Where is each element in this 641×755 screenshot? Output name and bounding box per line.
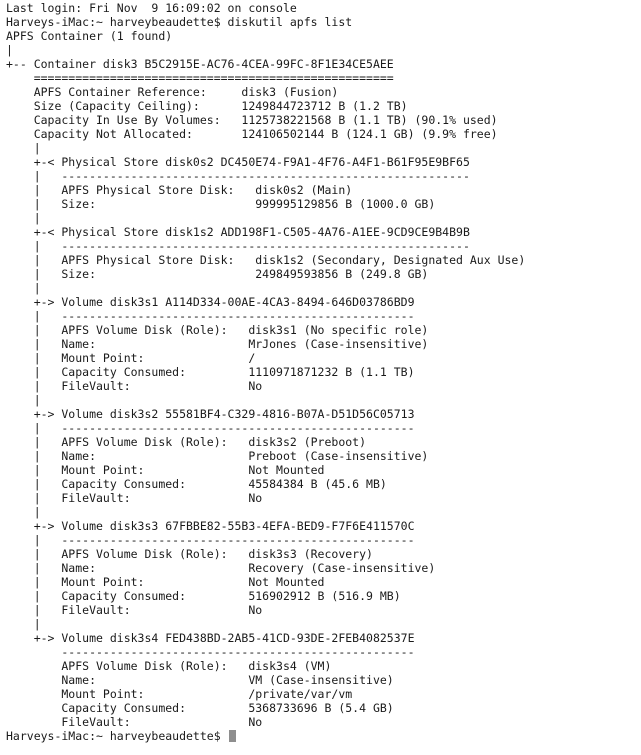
terminal-line: FileVault: No — [6, 715, 263, 729]
terminal-line: | — [6, 43, 13, 57]
terminal-line: +-> Volume disk3s1 A114D334-00AE-4CA3-8494-646D03786BD9 — [6, 295, 415, 309]
terminal-line: | Capacity Consumed: 1110971871232 B (1.1 TB) — [6, 365, 415, 379]
terminal-line: +-> Volume disk3s4 FED438BD-2AB5-41CD-93DE-2FEB4082537E — [6, 631, 415, 645]
terminal-line: +-< Physical Store disk1s2 ADD198F1-C505-4A76-A1EE-9CD9CE9B4B9B — [6, 225, 470, 239]
terminal-line: +-< Physical Store disk0s2 DC450E74-F9A1-4F76-A4F1-B61F95E9BF65 — [6, 155, 470, 169]
terminal-line: | Capacity Consumed: 45584384 B (45.6 MB) — [6, 477, 387, 491]
terminal-line: | APFS Volume Disk (Role): disk3s2 (Preboot) — [6, 435, 367, 449]
terminal-line: | Mount Point: / — [6, 351, 256, 365]
terminal-line: | Name: MrJones (Case-insensitive) — [6, 337, 429, 351]
text-cursor — [229, 730, 236, 742]
terminal-line: | — [6, 617, 41, 631]
terminal-line: | FileVault: No — [6, 379, 263, 393]
terminal-line: | — [6, 211, 41, 225]
terminal-line: | Capacity Consumed: 516902912 B (516.9 MB) — [6, 589, 401, 603]
terminal-line: APFS Container (1 found) — [6, 29, 173, 43]
terminal-line: Mount Point: /private/var/vm — [6, 687, 353, 701]
terminal-line: | APFS Volume Disk (Role): disk3s3 (Recovery) — [6, 547, 373, 561]
terminal-line: | ----------------------------------------------------------- — [6, 169, 470, 183]
terminal-line: | — [6, 281, 41, 295]
terminal-line: | Size: 249849593856 B (249.8 GB) — [6, 267, 429, 281]
terminal-line: +-> Volume disk3s2 55581BF4-C329-4816-B07A-D51D56C05713 — [6, 407, 415, 421]
terminal-line: | Name: Recovery (Case-insensitive) — [6, 561, 436, 575]
terminal-line: | — [6, 393, 41, 407]
terminal-line: | APFS Physical Store Disk: disk1s2 (Secondary, Designated Aux Use) — [6, 253, 526, 267]
terminal-line: Name: VM (Case-insensitive) — [6, 673, 394, 687]
terminal-line: | — [6, 505, 41, 519]
terminal-line: | FileVault: No — [6, 603, 263, 617]
terminal-line: --------------------------------------------------- — [6, 645, 415, 659]
terminal-line: APFS Container Reference: disk3 (Fusion) — [6, 85, 339, 99]
terminal-line: | APFS Volume Disk (Role): disk3s1 (No specific role) — [6, 323, 429, 337]
terminal-line: | --------------------------------------------------- — [6, 533, 415, 547]
terminal-line: | Size: 999995129856 B (1000.0 GB) — [6, 197, 436, 211]
terminal-line: Size (Capacity Ceiling): 1249844723712 B (1.2 TB) — [6, 99, 408, 113]
terminal-line: | ----------------------------------------------------------- — [6, 239, 470, 253]
terminal-line: APFS Volume Disk (Role): disk3s4 (VM) — [6, 659, 332, 673]
terminal-line: Harveys-iMac:~ harveybeaudette$ diskutil apfs list — [6, 15, 353, 29]
terminal-line: +-> Volume disk3s3 67FBBE82-55B3-4EFA-BED9-F7F6E411570C — [6, 519, 415, 533]
terminal-line: | — [6, 141, 41, 155]
terminal-line: | APFS Physical Store Disk: disk0s2 (Main) — [6, 183, 353, 197]
terminal-line: | Name: Preboot (Case-insensitive) — [6, 449, 429, 463]
shell-prompt: Harveys-iMac:~ harveybeaudette$ — [6, 729, 228, 743]
terminal-line: | --------------------------------------------------- — [6, 421, 415, 435]
terminal-output — [6, 1, 641, 729]
terminal-line: | FileVault: No — [6, 491, 263, 505]
terminal-line: Capacity In Use By Volumes: 1125738221568 B (1.1 TB) (90.1% used) — [6, 113, 498, 127]
prompt-line[interactable] — [6, 729, 641, 743]
terminal-line: | --------------------------------------------------- — [6, 309, 415, 323]
terminal-line: +-- Container disk3 B5C2915E-AC76-4CEA-99FC-8F1E34CE5AEE — [6, 57, 394, 71]
terminal-line: | Mount Point: Not Mounted — [6, 463, 325, 477]
terminal-line: Capacity Consumed: 5368733696 B (5.4 GB) — [6, 701, 394, 715]
terminal-line: Last login: Fri Nov 9 16:09:02 on console — [6, 1, 297, 15]
terminal-line: ==================================================== — [6, 71, 394, 85]
terminal-line: | Mount Point: Not Mounted — [6, 575, 325, 589]
terminal-line: Capacity Not Allocated: 124106502144 B (124.1 GB) (9.9% free) — [6, 127, 498, 141]
